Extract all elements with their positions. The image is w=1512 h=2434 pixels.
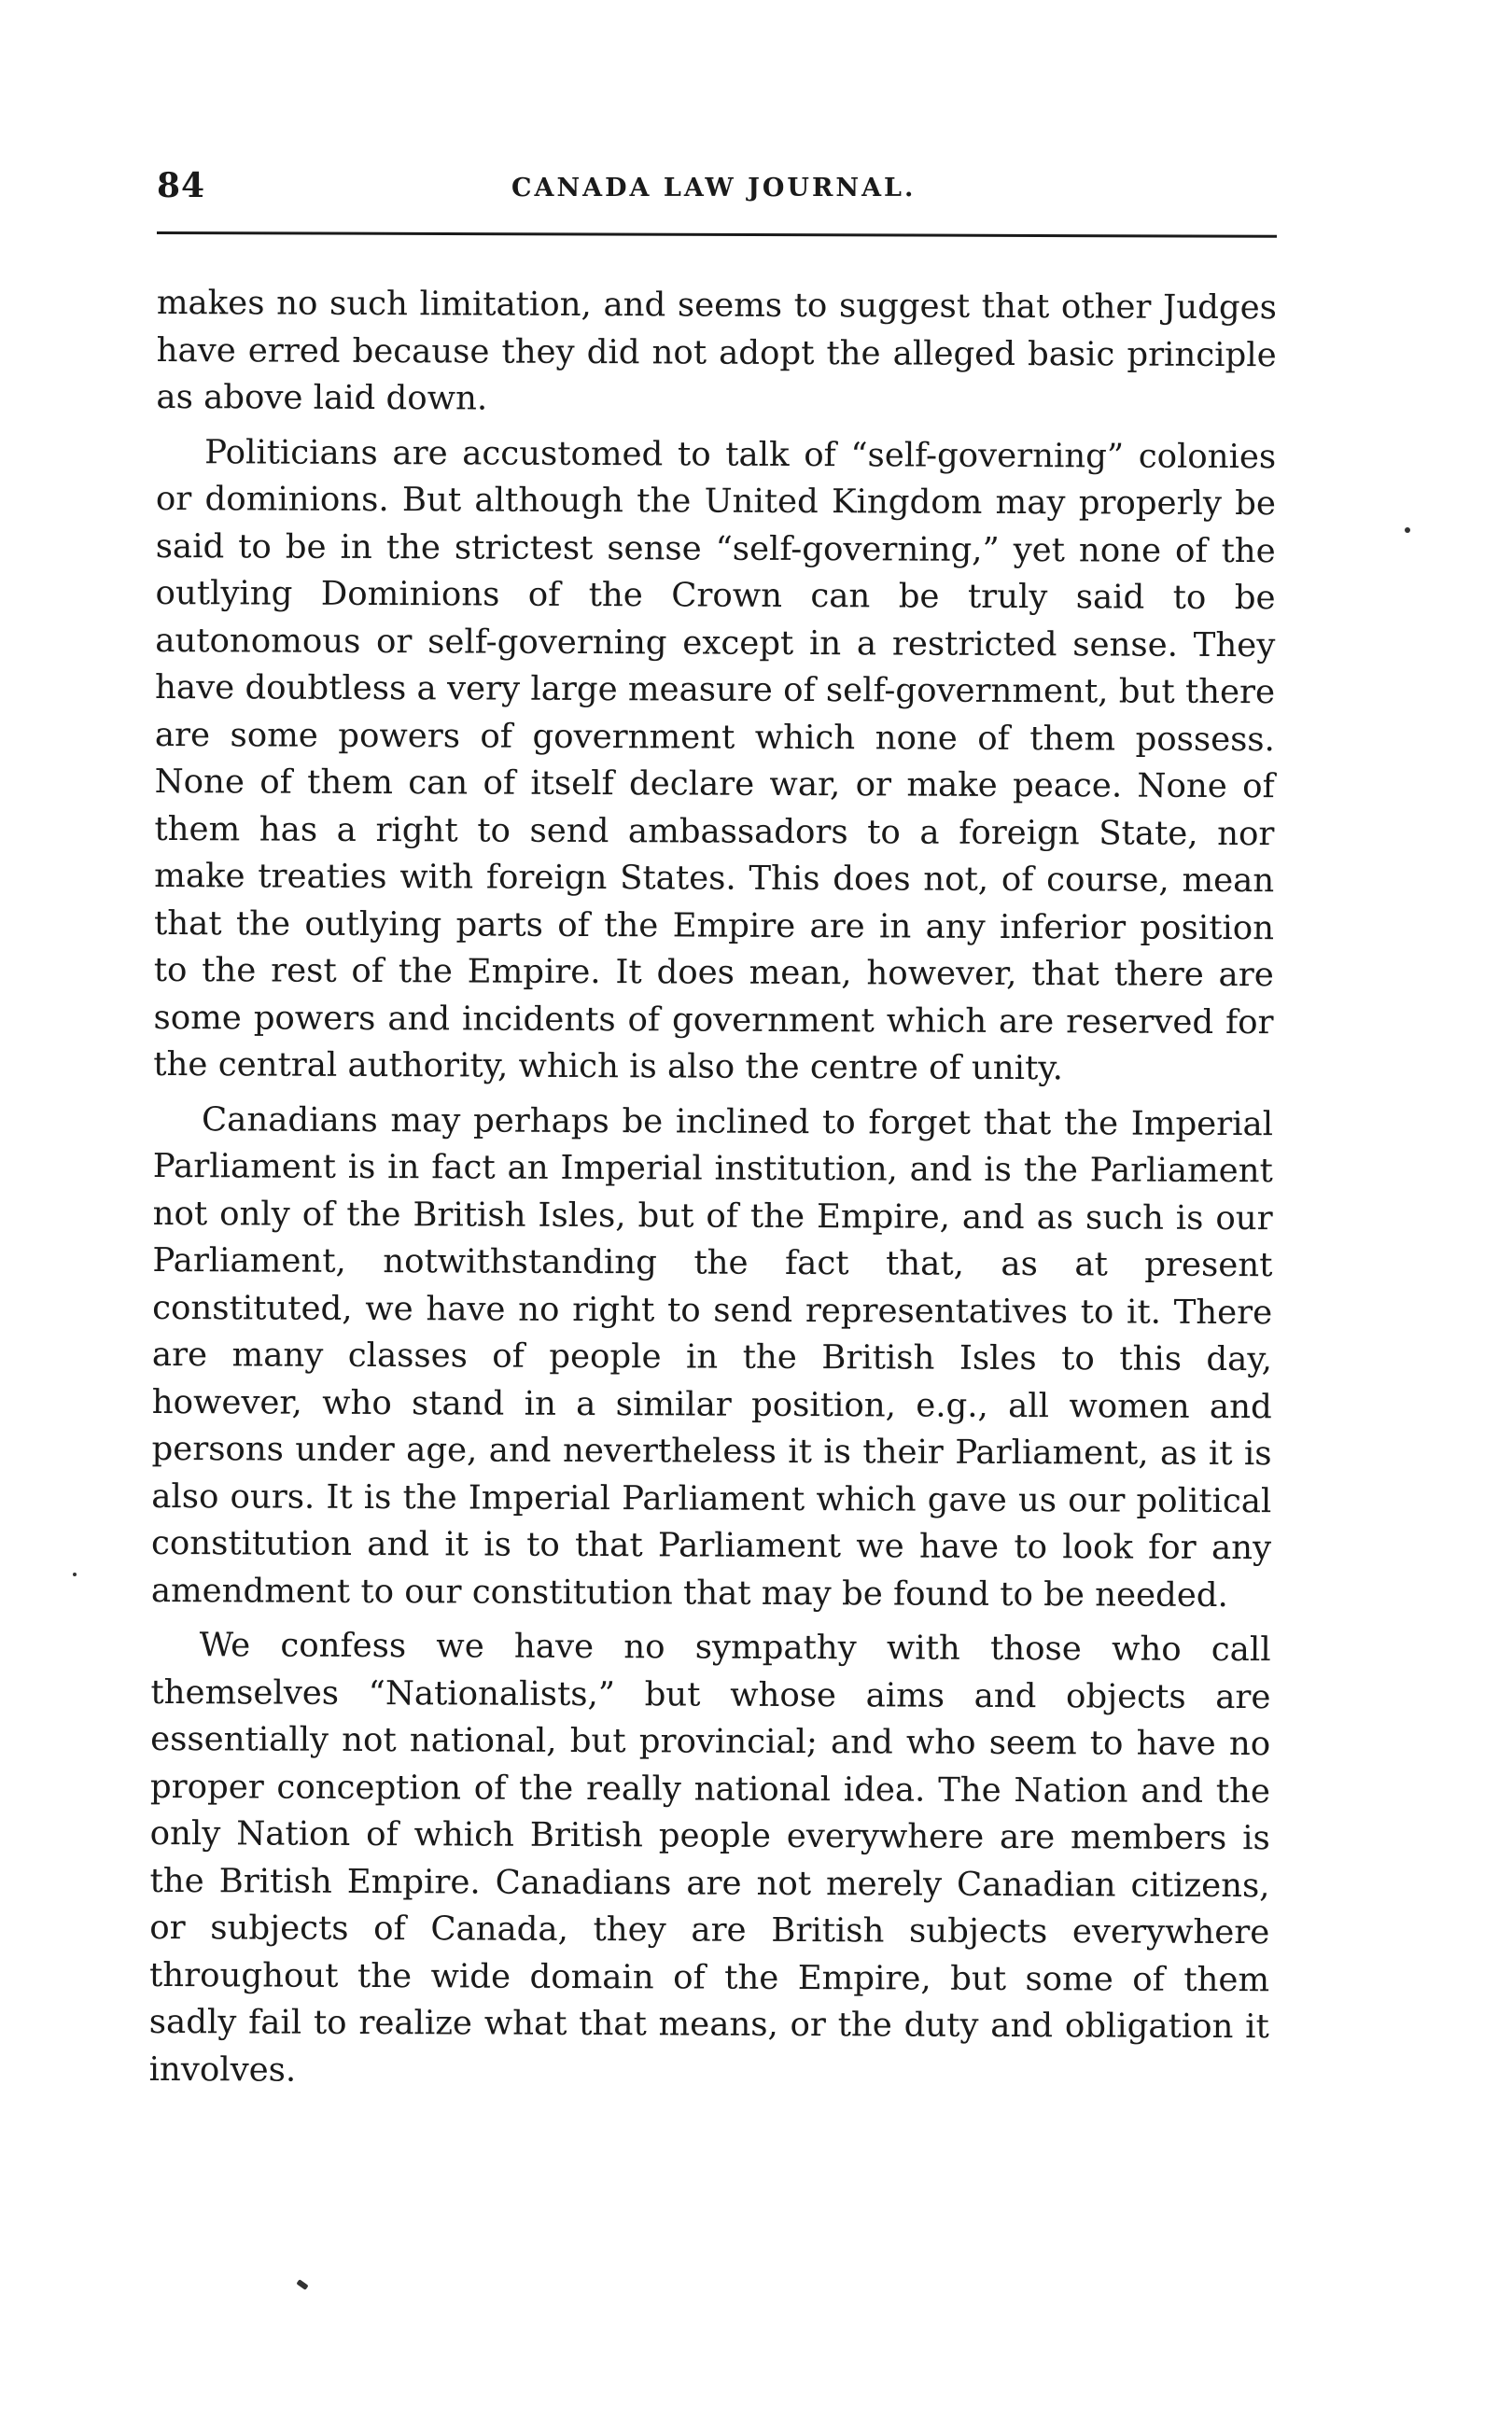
header-rule bbox=[157, 231, 1277, 238]
paragraph-4: We confess we have no sympathy with those who call themselves “Nationalists,” but whose aims and objects are essentially not national, but provincial; and who seem to have no proper conception of the really national idea. The Nation and the only Nation of which British people everywhere are members is the British Empire. Canadians are not merely Canadian citizens, or subjects of Canada, they are British subjects everywhere throughout the wide domain of the Empire, but some of them sadly fail to realize what that means, or the duty and obligation it involves. bbox=[148, 1626, 1271, 2090]
running-title: CANADA LAW JOURNAL. bbox=[511, 174, 917, 203]
print-speck bbox=[1405, 527, 1410, 533]
page-number: 84 bbox=[157, 166, 206, 205]
print-speck bbox=[73, 1573, 77, 1576]
print-speck bbox=[296, 2279, 308, 2290]
paragraph-2: Politicians are accustomed to talk of “self-governing” colonies or dominions. But although the United Kingdom may properly be said to be in the strictest sense “self-governing,” yet none of the outlying Dominions of the Crown can be truly said to be autonomous or self-governing except in a restricted sense. They have doubtless a very large measure of self-government, but there are some powers of government which none of them possess. None of them can of itself declare war, or make peace. None of them has a right to send ambassadors to a foreign State, nor make treaties with foreign States. This does not, of course, mean that the outlying parts of the Empire are in any inferior position to the rest of the Empire. It does mean, however, that there are some powers and incidents of government which are reserved for the central authority, which is also the centre of unity. bbox=[153, 432, 1277, 1088]
page-header bbox=[157, 166, 1277, 222]
paragraph-3: Canadians may perhaps be inclined to forget that the Imperial Parliament is in fact an Imperial institution, and is the Parliament not only of the British Isles, but of the Empire, and as such is our Parliament, notwithstanding the fact that, as at present constituted, we have no right to send representatives to it. There are many classes of people in the British Isles to this day, however, who stand in a similar position, e.g., all women and persons under age, and nevertheless it is their Parliament, as it is also ours. It is the Imperial Parliament which gave us our political constitution and it is to that Parliament we have to look for any amendment to our constitution that may be found to be needed. bbox=[150, 1099, 1274, 1615]
body-text bbox=[149, 280, 1277, 2098]
paragraph-1: makes no such limitation, and seems to suggest that other Judges have erred because they did not adopt the alleged basic principle as above laid down. bbox=[156, 283, 1277, 418]
